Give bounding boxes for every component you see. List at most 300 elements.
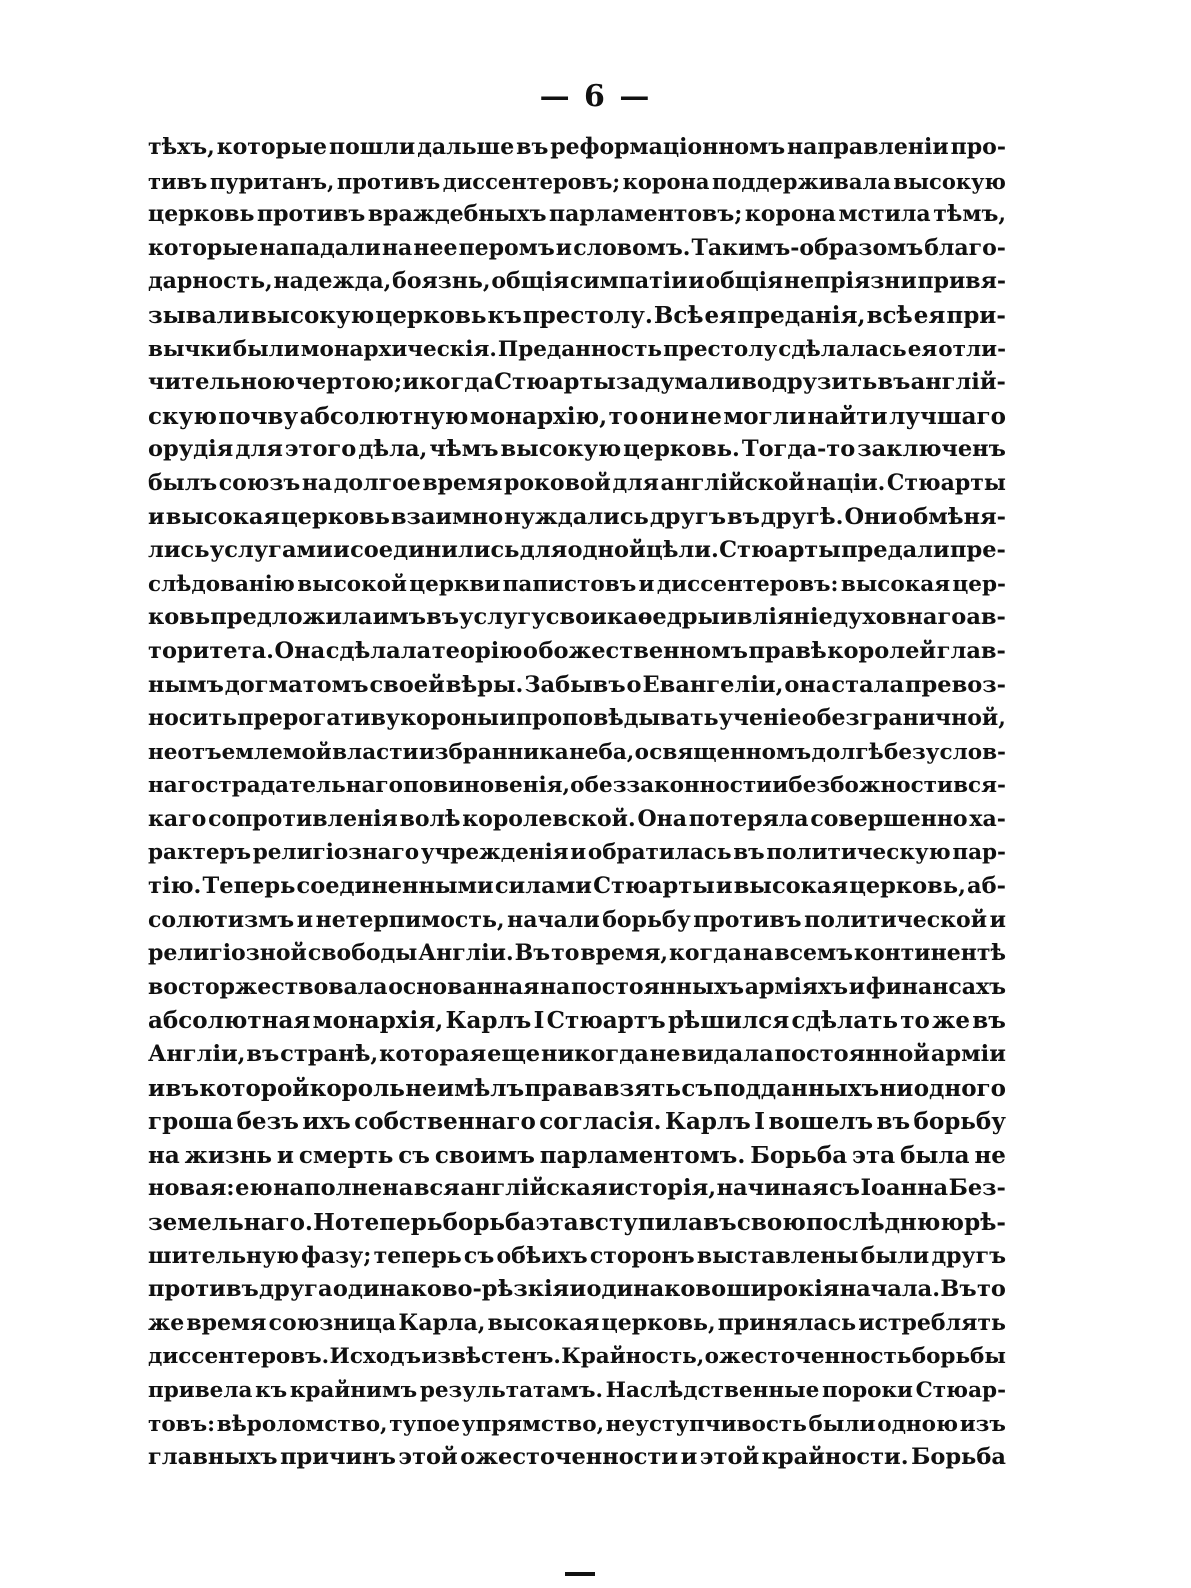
word: тію. [148,873,202,900]
word: про- [950,134,1006,160]
word: теорію [431,637,523,664]
word: въ [972,1007,1006,1035]
word: заключенъ [857,436,1006,463]
word: Стюарты [494,369,616,396]
word: континентѣ [854,940,1006,967]
text-line [148,971,1006,1005]
word: англій- [910,369,1006,396]
word: глав- [936,637,1006,664]
word: власти [332,739,419,765]
word: взаимно [390,503,504,530]
word: высокая [165,503,281,530]
word: непріязни [784,268,917,295]
word: причинъ [280,1444,396,1471]
word: жизнь [184,1141,273,1169]
word: и [688,268,705,295]
word: извѣстенъ. [421,1344,561,1370]
word: предложила [210,604,373,631]
word: и [848,973,866,1000]
word: на [301,469,333,496]
word: другъ [649,503,726,530]
word: Въ [514,940,551,967]
word: зывали [148,301,250,329]
word: ни [879,1074,914,1102]
word: постоянной [774,1041,930,1068]
text-line [148,433,1006,467]
text-line [148,198,1006,232]
word: на [743,940,774,967]
word: короны [400,705,500,732]
word: съ [398,1141,430,1169]
text-line [148,1072,1006,1106]
word: имъ [372,604,427,631]
word: борьбу [913,1108,1006,1136]
word: и [276,1141,294,1169]
word: одинаково-рѣзкія [332,1276,570,1303]
word: учрежденія [420,840,569,866]
text-line [148,803,1006,837]
word: которая [379,1041,487,1068]
word: неуступчивость [605,1411,807,1437]
word: вошелъ [768,1108,874,1136]
word: другъ [931,1242,1006,1269]
word: ихъ [302,1108,351,1136]
word: и [148,1074,166,1102]
word: вступила [578,1209,703,1236]
word: высокую [500,436,622,463]
text-line [148,568,1006,602]
word: Карла, [398,1309,486,1336]
word: привела [148,1377,253,1403]
word: ученіе [718,705,802,732]
word: Стюарты [719,537,841,564]
word: ея [913,301,946,329]
text-line [148,131,1006,165]
word: результатамъ. [419,1377,603,1403]
word: противъ [693,906,802,933]
footer-mark [565,1572,595,1576]
word: въ [165,1074,200,1102]
word: I [754,1108,766,1136]
word: на [540,973,571,1000]
word: Всѣ [653,301,704,329]
word: рактеръ [148,840,252,866]
word: время [422,469,503,496]
word: Борьба [750,1141,848,1169]
word: страдательнаго [205,773,403,799]
word: чительною [148,369,296,396]
word: король [309,1074,405,1102]
word: орудія [148,436,234,463]
word: каѳедры [606,604,720,631]
word: время, [580,940,669,967]
word: слѣдованію [148,571,295,597]
word: абсолютную [299,402,469,430]
word: скую [148,402,217,430]
word: безбожности [788,773,953,799]
word: одною [877,1411,959,1437]
text-line [148,1441,1006,1475]
word: духовнаго [832,604,967,631]
word: нымъ [148,671,224,698]
word: услугу [459,604,546,631]
word: Преданность [497,336,663,362]
word: въ [876,1108,911,1136]
word: земельнаго. [148,1209,313,1236]
word: общія [705,268,784,295]
word: собственнаго [354,1108,536,1136]
word: стала [831,671,905,698]
word: рѣ- [964,1209,1006,1236]
word: священномъ [649,739,812,765]
text-line [148,937,1006,971]
word: права [524,1074,604,1102]
word: религіозной [148,940,307,967]
word: англійская [460,1175,608,1202]
word: для [519,537,568,564]
text-line [148,333,1006,367]
word: ея [907,336,938,362]
word: беззаконности [584,773,773,799]
word: были [232,336,300,362]
word: для [235,436,283,463]
word: подданныхъ [713,1074,880,1102]
word: съ [828,1175,860,1202]
word: противъ [148,1276,259,1303]
body-text [148,131,1006,1475]
word: въ [877,369,911,396]
word: и [555,234,573,261]
word: арміяхъ [744,973,849,1000]
word: задумали [616,369,742,396]
word: пошли [328,134,416,160]
word: Борьба [911,1444,1006,1471]
word: въ [246,1041,280,1068]
word: о [634,739,649,765]
word: нетерпимость, [315,906,505,933]
text-line [148,534,1006,568]
word: Но [313,1209,351,1236]
text-line [148,265,1006,299]
word: тупое [389,1411,461,1437]
word: не [690,402,722,430]
word: боязнь, [392,268,491,295]
word: избранника [418,739,569,765]
word: націи. [806,469,886,496]
word: нуждались [504,503,649,530]
word: сдѣлалась [778,336,907,362]
word: Въ [940,1276,977,1303]
word: всемъ [774,940,854,967]
word: долгое [333,469,421,496]
word: начали [507,906,600,933]
word: пре- [950,537,1006,564]
word: роковой [503,469,611,496]
word: церковь [148,201,255,228]
word: свою [736,1209,806,1236]
word: ковь [148,604,211,631]
word: взять [603,1074,681,1102]
word: высокая [487,1309,600,1336]
word: противъ [336,168,441,194]
word: и [499,705,516,732]
word: долгѣ [811,739,884,765]
word: время [186,1309,267,1336]
word: папистовъ [502,571,637,597]
word: о [570,773,585,799]
word: въ [703,1209,737,1236]
word: Забывъ [524,671,626,698]
word: еще [487,1041,541,1068]
word: вліяніе [736,604,833,631]
word: ею [235,1175,273,1202]
word: принялась [717,1309,857,1336]
word: дальше [417,134,515,160]
word: сторонъ [589,1242,695,1269]
word: солютизмъ [148,906,295,933]
word: тѣхъ, [148,134,215,160]
word: каго [148,805,207,832]
word: восторжествовала [148,973,388,1000]
word: парламентовъ; [549,201,743,228]
text-line [148,904,1006,938]
word: и [989,906,1006,933]
word: общія [491,268,570,295]
word: которой [199,1074,310,1102]
word: дарность, [148,268,273,295]
word: привя- [917,268,1006,295]
word: нападали [259,234,381,261]
text-line [148,635,1006,669]
word: же [932,1007,970,1035]
word: найти [807,402,888,430]
word: видала [681,1041,774,1068]
word: словомъ. [573,234,691,261]
word: соединились [350,537,520,564]
text-line [148,1105,1006,1139]
word: когда [669,940,743,967]
word: нее [413,234,458,261]
text-line [148,366,1006,400]
text-line [148,1172,1006,1206]
word: къ [255,1377,288,1403]
word: Она [637,805,687,832]
word: въ [426,604,460,631]
word: тѣмъ, [933,201,1006,228]
word: при- [946,301,1006,329]
word: были [860,1242,930,1269]
word: Стюартъ [546,1007,666,1035]
word: имѣлъ [437,1074,525,1102]
word: начала. [839,1276,941,1303]
word: превоз- [905,671,1006,698]
word: не [649,1041,681,1068]
word: обмѣня- [898,503,1006,530]
word: церковь [281,503,390,530]
word: неба, [569,739,635,765]
word: Она [274,637,326,664]
word: союзница [268,1309,397,1336]
text-line [148,1038,1006,1072]
word: сдѣлала [325,637,432,664]
word: монархію, [469,402,608,430]
word: обратилась [587,840,732,866]
word: благо- [924,234,1006,261]
word: ожесточенности [460,1444,679,1471]
word: дѣла, [358,436,428,463]
word: противъ [256,201,366,228]
word: водрузить [741,369,878,396]
text-line [148,467,1006,501]
word: монархія, [312,1007,444,1035]
word: и [296,906,314,933]
word: странѣ, [280,1041,379,1068]
word: рѣшился [667,1007,790,1035]
word: и [772,773,789,799]
word: этой [398,1444,458,1471]
word: Без- [948,1175,1006,1202]
word: къ [487,301,522,329]
word: эта [535,1209,579,1236]
word: высокую [893,168,1006,194]
word: Тогда-то [741,436,856,463]
word: своимъ [434,1141,535,1169]
word: Стюарты [593,873,715,900]
word: послѣднюю [806,1209,964,1236]
word: были [808,1411,876,1437]
word: престолу. [522,301,653,329]
word: исторія, [607,1175,717,1202]
word: I [533,1007,545,1035]
word: проповѣдывать [516,705,719,732]
word: другѣ. [760,503,844,530]
word: цѣли. [645,537,719,564]
word: ха- [969,805,1006,832]
word: которые [148,234,259,261]
word: въ [516,134,549,160]
word: волѣ [399,805,461,832]
word: и [638,571,655,597]
text-line [148,836,1006,870]
text-line [148,501,1006,535]
word: церковь. [623,436,740,463]
word: былъ [148,469,218,496]
word: друга [259,1276,333,1303]
word: не [405,1074,437,1102]
word: корона [622,168,710,194]
word: фазу; [301,1242,372,1269]
word: религіознаго [252,840,420,866]
word: начиная [716,1175,829,1202]
word: пар- [952,840,1006,866]
word: упрямство, [461,1411,605,1437]
word: главныхъ [148,1444,278,1471]
word: они [639,402,689,430]
word: истреблять [858,1309,1006,1336]
word: догматомъ [224,671,369,698]
word: симпатіи [569,268,688,295]
word: для [612,469,659,496]
word: церковь [375,301,487,329]
word: Теперь [202,873,296,900]
word: о [626,671,642,698]
word: крайнимъ [289,1377,418,1403]
word: совершенно [810,805,968,832]
text-line [148,1340,1006,1374]
word: Англіи. [418,940,514,967]
word: и [715,873,733,900]
page-number: — 6 — [539,79,652,114]
word: абсолютная [148,1007,311,1035]
word: перомъ [458,234,555,261]
word: не [974,1141,1006,1169]
word: борьба [442,1209,536,1236]
word: ожесточенность [704,1344,912,1370]
word: она [784,671,831,698]
word: Карлъ [665,1108,751,1136]
word: вѣры. [445,671,524,698]
text-line [148,769,1006,803]
text-line [148,736,1006,770]
word: о [522,637,538,664]
word: безграничной, [816,705,1006,732]
word: этого [284,436,357,463]
word: то [976,1276,1006,1303]
word: теперь [350,1209,443,1236]
word: съ [463,1242,495,1269]
word: повиновенія, [403,773,571,799]
word: и [680,1444,698,1471]
word: Англіи, [148,1041,246,1068]
word: была [900,1141,970,1169]
word: финансахъ [865,973,1006,1000]
word: изъ [959,1411,1006,1437]
word: тивъ [148,168,208,194]
word: соединенными [296,873,494,900]
word: Они [844,503,898,530]
word: и [402,369,420,396]
text-line [148,400,1006,434]
word: королей [827,637,937,664]
word: наполнена [273,1175,414,1202]
text-line [148,702,1006,736]
word: аб- [967,873,1006,900]
word: свои [545,604,607,631]
word: одной [567,537,646,564]
word: новая: [148,1175,235,1202]
text-line [148,870,1006,904]
word: сопротивленія [208,805,398,832]
text-line [148,601,1006,635]
word: Исходъ [329,1344,421,1370]
word: церковь, [601,1309,716,1336]
word: лись [148,537,210,564]
word: королевской. [462,805,636,832]
word: союзъ [218,469,301,496]
word: высокую [250,301,375,329]
word: основанная [388,973,540,1000]
word: почву [218,402,299,430]
text-line [148,1004,1006,1038]
text-line [148,1307,1006,1341]
word: крайности. [761,1444,909,1471]
word: борьбы [911,1344,1006,1370]
word: ав- [966,604,1006,631]
word: свободы [307,940,418,967]
word: одинаково [586,1276,727,1303]
word: диссентеровъ; [442,168,621,194]
word: этой [699,1444,760,1471]
